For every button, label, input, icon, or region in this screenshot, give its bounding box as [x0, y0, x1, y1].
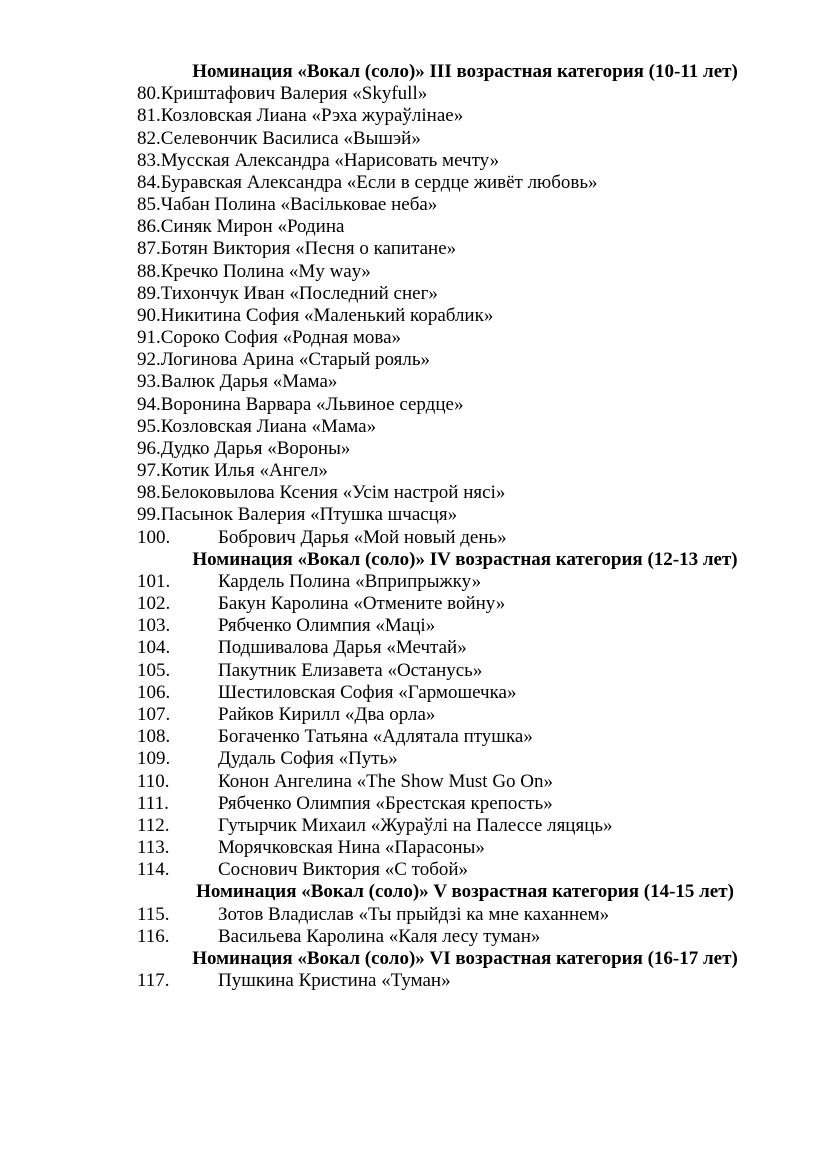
entry-line [137, 527, 793, 549]
entry-number: 86. [137, 216, 161, 238]
entry-number: 104. [137, 637, 171, 659]
entry-line [137, 660, 793, 682]
entry-number: 114. [137, 859, 170, 881]
entry-number: 95. [137, 415, 161, 437]
entry-text: Соснович Виктория «С тобой» [218, 859, 469, 881]
entry-line [137, 128, 793, 150]
entry-line [137, 504, 793, 526]
entry-text: Козловская Лиана «Рэха жураўлінае» [160, 105, 464, 127]
section-header: Номинация «Вокал (соло)» VI возрастная категория (16-17 лет) [192, 947, 738, 969]
entry-number: 90. [137, 304, 161, 326]
entry-text: Пушкина Кристина «Туман» [218, 970, 451, 992]
entry-line [137, 349, 793, 371]
entry-number: 105. [137, 659, 171, 681]
entry-text: Богаченко Татьяна «Адлятала птушка» [218, 726, 533, 748]
entry-text: Пасынок Валерия «Птушка шчасця» [160, 504, 458, 526]
entry-line [137, 726, 793, 748]
entry-line [137, 682, 793, 704]
entry-number: 85. [137, 194, 161, 216]
section-header: Номинация «Вокал (соло)» III возрастная категория (10-11 лет) [192, 61, 738, 82]
entry-text: Кардель Полина «Вприпрыжку» [218, 570, 482, 592]
entry-number: 106. [137, 681, 171, 703]
entry-number: 110. [137, 770, 170, 792]
entry-text: Рябченко Олимпия «Маці» [218, 615, 436, 637]
entry-line [137, 571, 793, 593]
entry-number: 98. [137, 482, 161, 504]
entry-line [137, 771, 793, 793]
entry-text: Синяк Мирон «Родина [160, 216, 345, 238]
section-header: Номинация «Вокал (соло)» V возрастная категория (14-15 лет) [196, 881, 734, 903]
entry-text: Дудаль София «Путь» [218, 748, 398, 770]
entry-line [137, 904, 793, 926]
entry-text: Буравская Александра «Если в сердце живёт любовь» [160, 171, 598, 193]
entry-number: 100. [137, 526, 171, 548]
entry-line [137, 482, 793, 504]
entry-line [137, 194, 793, 216]
entry-text: Мусская Александра «Нарисовать мечту» [160, 149, 500, 171]
entry-line [137, 83, 793, 105]
entry-number: 94. [137, 393, 161, 415]
entry-number: 96. [137, 437, 161, 459]
entry-line [137, 637, 793, 659]
entry-text: Тихончук Иван «Последний снег» [160, 282, 438, 304]
entry-text: Криштафович Валерия «Skyfull» [160, 83, 428, 105]
entry-text: Никитина София «Маленький кораблик» [160, 304, 494, 326]
entry-text: Пакутник Елизавета «Останусь» [218, 659, 483, 681]
entry-line [137, 150, 793, 172]
entry-number: 117. [137, 970, 170, 992]
section-header: Номинация «Вокал (соло)» IV возрастная категория (12-13 лет) [192, 548, 738, 570]
entry-line [137, 283, 793, 305]
entry-number: 111. [137, 792, 169, 814]
entry-text: Рябченко Олимпия «Брестская крепость» [218, 792, 553, 814]
entry-number: 89. [137, 282, 161, 304]
entry-text: Зотов Владислав «Ты прыйдзі ка мне каханнем» [218, 903, 610, 925]
entry-text: Логинова Арина «Старый рояль» [160, 349, 431, 371]
entry-text: Ботян Виктория «Песня о капитане» [160, 238, 457, 260]
entry-number: 88. [137, 260, 161, 282]
entry-number: 93. [137, 371, 161, 393]
nomination-section [137, 61, 793, 549]
entry-text: Валюк Дарья «Мама» [160, 371, 338, 393]
entry-number: 115. [137, 903, 170, 925]
entry-line [137, 859, 793, 881]
nomination-section [137, 549, 793, 882]
entry-text: Козловская Лиана «Мама» [160, 415, 377, 437]
entry-number: 101. [137, 570, 171, 592]
entry-text: Подшивалова Дарья «Мечтай» [218, 637, 467, 659]
entry-text: Бакун Каролина «Отмените войну» [218, 593, 506, 615]
entry-number: 97. [137, 460, 161, 482]
entry-number: 92. [137, 349, 161, 371]
entry-line [137, 261, 793, 283]
entry-line [137, 305, 793, 327]
entry-line [137, 704, 793, 726]
entry-number: 108. [137, 726, 171, 748]
entry-line [137, 837, 793, 859]
entry-text: Сороко София «Родная мова» [160, 327, 402, 349]
entry-line [137, 793, 793, 815]
entry-number: 84. [137, 171, 161, 193]
entry-number: 103. [137, 615, 171, 637]
entry-number: 116. [137, 925, 170, 947]
entry-line [137, 394, 793, 416]
entry-number: 99. [137, 504, 161, 526]
entry-text: Котик Илья «Ангел» [160, 460, 328, 482]
entry-text: Морячковская Нина «Парасоны» [218, 837, 485, 859]
entry-text: Чабан Полина «Васільковае неба» [160, 194, 438, 216]
entry-line [137, 416, 793, 438]
entry-text: Воронина Варвара «Львиное сердце» [160, 393, 464, 415]
entry-text: Кречко Полина «My way» [160, 260, 371, 282]
entry-line [137, 593, 793, 615]
entry-number: 113. [137, 837, 170, 859]
entry-number: 80. [137, 83, 161, 105]
entry-line [137, 327, 793, 349]
entry-line [137, 970, 793, 992]
entry-text: Васильева Каролина «Каля лесу туман» [218, 925, 541, 947]
entry-line [137, 216, 793, 238]
entry-text: Конон Ангелина «The Show Must Go On» [218, 770, 554, 792]
entry-text: Дудко Дарья «Вороны» [160, 437, 351, 459]
entry-number: 83. [137, 149, 161, 171]
entry-number: 91. [137, 327, 161, 349]
entry-line [137, 615, 793, 637]
nomination-section [137, 948, 793, 992]
entry-line [137, 371, 793, 393]
entry-line [137, 460, 793, 482]
entry-line [137, 105, 793, 127]
entry-line [137, 172, 793, 194]
entry-number: 87. [137, 238, 161, 260]
entry-number: 112. [137, 814, 170, 836]
nomination-section [137, 881, 793, 948]
entry-number: 107. [137, 703, 171, 725]
document-content [137, 61, 793, 992]
entry-number: 81. [137, 105, 161, 127]
entry-line [137, 748, 793, 770]
entry-text: Шестиловская София «Гармошечка» [218, 681, 517, 703]
entry-line [137, 815, 793, 837]
entry-number: 82. [137, 127, 161, 149]
entry-number: 102. [137, 593, 171, 615]
entry-line [137, 238, 793, 260]
entry-text: Бобрович Дарья «Мой новый день» [218, 526, 507, 548]
entry-text: Белоковылова Ксения «Усім настрой нясі» [160, 482, 506, 504]
entry-text: Райков Кирилл «Два орла» [218, 703, 436, 725]
entry-number: 109. [137, 748, 171, 770]
entry-line [137, 926, 793, 948]
entry-line [137, 438, 793, 460]
entry-text: Селевончик Василиса «Вышэй» [160, 127, 421, 149]
entry-text: Гутырчик Михаил «Жураўлі на Палессе ляцяць» [218, 814, 613, 836]
